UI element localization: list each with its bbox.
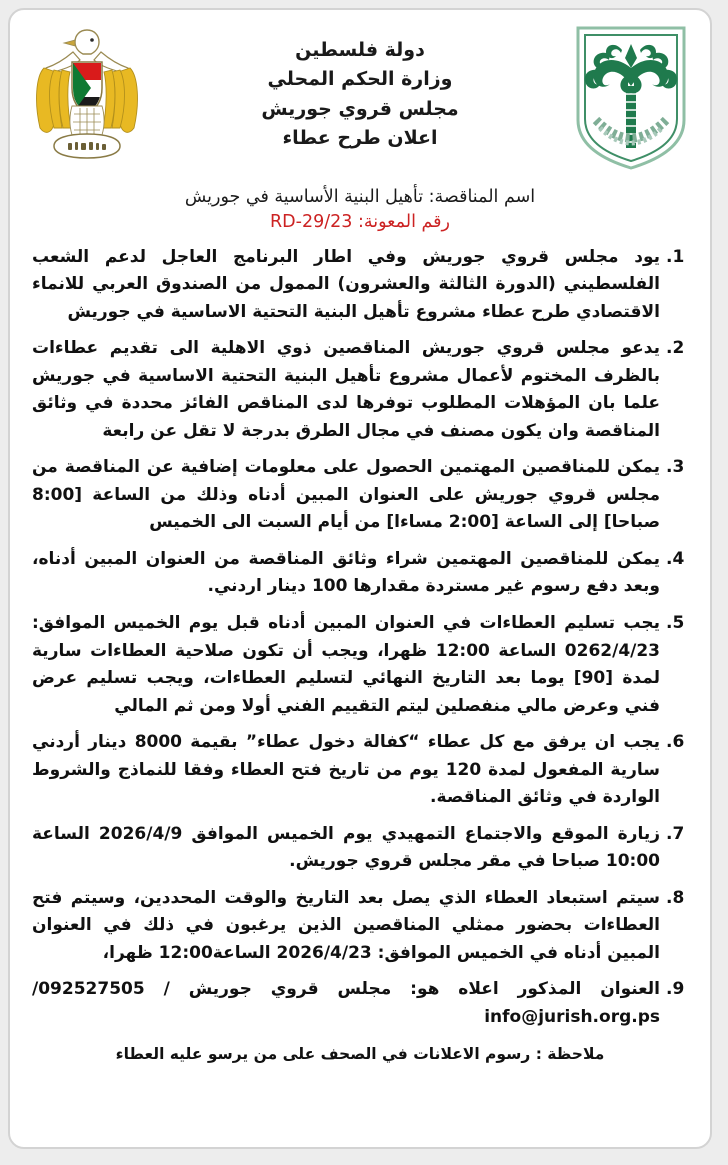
document-header — [10, 10, 710, 180]
clause-number: .7 — [666, 823, 685, 844]
clause-text: يمكن للمناقصين المهتمين الحصول على معلومات إضافية عن المناقصة من مجلس قروي جوريش على العنوان المبين أدناه وذلك من الساعة [8:00 صباحا] إلى الساعة [2:00 مساءا] من أيام السبت الى الخميس — [32, 457, 660, 533]
palestinian-eagle-emblem — [28, 24, 146, 174]
clause-item — [32, 976, 694, 1031]
clause-text: يجب تسليم العطاءات في العنوان المبين أدناه قبل يوم الخميس الموافق: 0262/4/23 الساعة 12:00 ظهرا، ويجب أن تكون صلاحية العطاءات سارية لمدة [90] يوما بعد التاريخ النهائي لتسليم العطاءات، ويجب تسليم عرض فني وعرض مالي منفصلين ليتم التقييم الفني أولا ومن ثم المالي — [32, 613, 661, 716]
header-title-block — [158, 24, 562, 154]
clause-number: .2 — [666, 338, 685, 359]
title-line-announcement: اعلان طرح عطاء — [282, 127, 438, 150]
palestinian-emblem-container — [28, 24, 158, 174]
clause-number: .3 — [666, 457, 685, 478]
clause-text: يمكن للمناقصين المهتمين شراء وثائق المناقصة من العنوان المبين أدناه، وبعد دفع رسوم غير مستردة مقدارها 100 دينار اردني. — [32, 548, 660, 597]
ministry-of-local-government-seal — [570, 24, 692, 172]
clause-number: .6 — [666, 732, 685, 753]
clause-item — [32, 546, 694, 601]
clause-item — [32, 610, 694, 720]
clause-text: يجب ان يرفق مع كل عطاء “كفالة دخول عطاء” بقيمة 8000 دينار أردني سارية المفعول لمدة 120 يوم من تاريخ فتح العطاء وفقا للنماذج والشروط الواردة في وثائق المناقصة. — [32, 732, 660, 808]
clause-item — [32, 885, 694, 968]
clause-item — [32, 454, 694, 537]
clause-list — [10, 238, 710, 1032]
clause-item — [32, 821, 694, 876]
clause-number: .4 — [666, 548, 685, 569]
clause-number: .1 — [666, 246, 685, 267]
clause-number: .5 — [666, 613, 685, 633]
clause-text: زيارة الموقع والاجتماع التمهيدي يوم الخميس الموافق 2026/4/9 الساعة 10:00 صباحا في مقر مجلس قروي جوريش. — [32, 823, 660, 872]
clause-number: .9 — [666, 979, 685, 1000]
clause-number: .8 — [666, 887, 685, 908]
clause-item — [32, 244, 694, 327]
ministry-seal-container — [562, 24, 692, 172]
title-line-state: دولة فلسطين — [295, 39, 425, 61]
announcement-card — [8, 8, 712, 1149]
clause-item — [32, 335, 694, 445]
clause-item — [32, 729, 694, 812]
clause-text: سيتم استبعاد العطاء الذي يصل بعد التاريخ والوقت المحددين، وسيتم فتح العطاءات بحضور ممثلي المناقصين الذين يرغبون في ذلك في العنوان المبين أدناه في الخميس الموافق: 2026/4/23 الساعة12:00 ظهرا، — [32, 887, 660, 963]
clause-text: يود مجلس قروي جوريش وفي اطار البرنامج العاجل لدعم الشعب الفلسطيني (الدورة الثالثة والعشرون) الممول من الصندوق العربي للانماء الاقتصادي طرح عطاء مشروع تأهيل البنية التحتية الاساسية في جوريش — [32, 246, 660, 322]
title-line-council: مجلس قروي جوريش — [261, 97, 459, 120]
tender-identification — [10, 180, 710, 238]
tender-aid-number: رقم المعونة: 23/RD-29 — [270, 212, 450, 233]
title-line-ministry: وزارة الحكم المحلي — [267, 68, 453, 91]
clause-text: العنوان المذكور اعلاه هو: مجلس قروي جوريش / 092527505/ info@jurish.org.ps — [32, 979, 660, 1027]
footer-note: ملاحظة : رسوم الاعلانات في الصحف على من يرسو عليه العطاء — [115, 1045, 605, 1064]
clause-text: يدعو مجلس قروي جوريش المناقصين ذوي الاهلية الى تقديم عطاءات بالظرف المختوم لأعمال مشروع تأهيل البنية التحتية الاساسية في جوريش علما بان المؤهلات المطلوب توفرها لدى المناقص الفائز محددة في وثائق المناقصة وان يكون مصنف في مجال الطرق بدرجة لا تقل عن رابعة — [32, 338, 660, 441]
tender-name: اسم المناقصة: تأهيل البنية الأساسية في جوريش — [184, 187, 536, 207]
